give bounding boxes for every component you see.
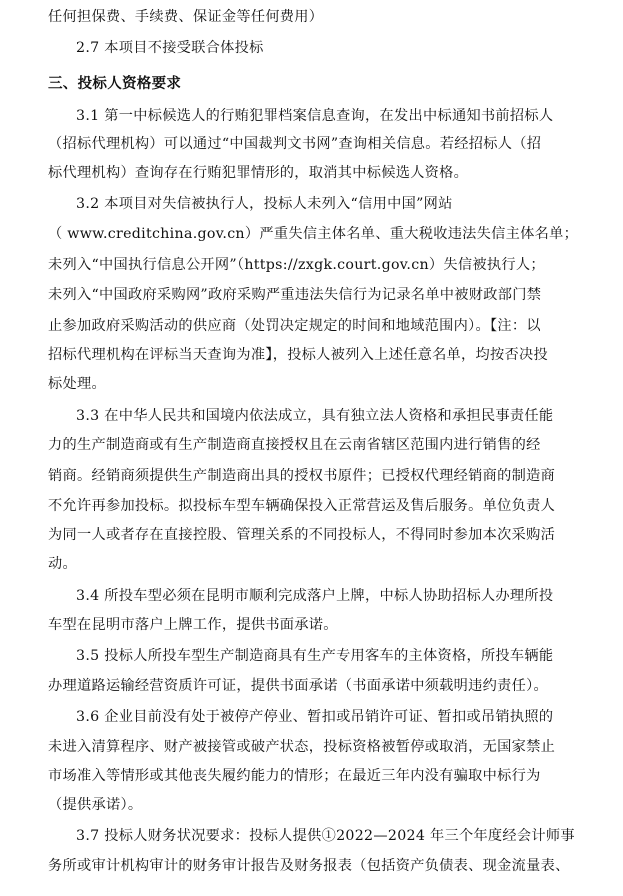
text-line: 招标代理机构在评标当天查询为准】，投标人被列入上述任意名单，均按否决投 [48, 347, 548, 363]
text-line: 标代理机构）查询存在行贿犯罪情形的，取消其中标候选人资格。 [48, 165, 469, 181]
text-line: 未列入“中国执行信息公开网”（https://zxgk.court.gov.cn）失信被执行人； [48, 257, 545, 273]
text-line: 为同一人或者存在直接控股、管理关系的不同投标人，不得同时参加本次采购活 [48, 527, 556, 543]
text-line: 市场准入等情形或其他丧失履约能力的情形；在最近三年内没有骗取中标行为 [48, 768, 541, 784]
text-line: （ www.creditchina.gov.cn）严重失信主体名单、重大税收违法失信主体名单； [48, 226, 579, 242]
section-heading: 三、投标人资格要求 [48, 76, 182, 92]
text-line: 车型在昆明市落户上牌工作，提供书面承诺。 [48, 617, 338, 633]
text-line: 力的生产制造商或有生产制造商直接授权且在云南省辖区范围内进行销售的经 [48, 437, 541, 453]
clause-3-3: 3.3 在中华人民共和国境内依法成立，具有独立法人资格和承担民事责任能 [76, 408, 554, 424]
clause-3-4: 3.4 所投车型必须在昆明市顺利完成落户上牌，中标人协助招标人办理所投 [76, 588, 554, 604]
text-line: 任何担保费、手续费、保证金等任何费用） [48, 9, 324, 25]
text-line: 标处理。 [48, 376, 106, 392]
clause-3-1: 3.1 第一中标候选人的行贿犯罪档案信息查询，在发出中标通知书前招标人 [76, 108, 554, 124]
clause-3-5: 3.5 投标人所投车型生产制造商具有生产专用客车的主体资格，所投车辆能 [76, 648, 554, 664]
text-line: （提供承诺）。 [48, 797, 143, 813]
text-line: 未列入“中国政府采购网”政府采购严重违法失信行为记录名单中被财政部门禁 [48, 287, 542, 303]
text-line: 不允许再参加投标。拟投标车型车辆确保投入正常营运及售后服务。单位负责人 [48, 498, 556, 514]
clause-3-2: 3.2 本项目对失信被执行人，投标人未列入“信用中国”网站 [76, 196, 453, 212]
clause-3-6: 3.6 企业目前没有处于被停产停业、暂扣或吊销许可证、暂扣或吊销执照的 [76, 709, 554, 725]
text-line: 销商。经销商须提供生产制造商出具的授权书原件；已授权代理经销商的制造商 [48, 468, 556, 484]
clause-2-7: 2.7 本项目不接受联合体投标 [76, 40, 264, 56]
text-line: 动。 [48, 556, 77, 572]
text-line: 务所或审计机构审计的财务审计报告及财务报表（包括资产负债表、现金流量表、 [48, 858, 570, 874]
text-line: （招标代理机构）可以通过“中国裁判文书网”查询相关信息。若经招标人（招 [48, 136, 542, 152]
text-line: 办理道路运输经营资质许可证，提供书面承诺（书面承诺中须载明违约责任）。 [48, 678, 548, 694]
clause-3-7: 3.7 投标人财务状况要求：投标人提供①2022—2024 年三个年度经会计师事 [76, 828, 575, 844]
text-line: 止参加政府采购活动的供应商（处罚决定规定的时间和地域范围内）。【注：以 [48, 318, 541, 334]
text-line: 未进入清算程序、财产被接管或破产状态，投标资格被暂停或取消，无国家禁止 [48, 739, 556, 755]
